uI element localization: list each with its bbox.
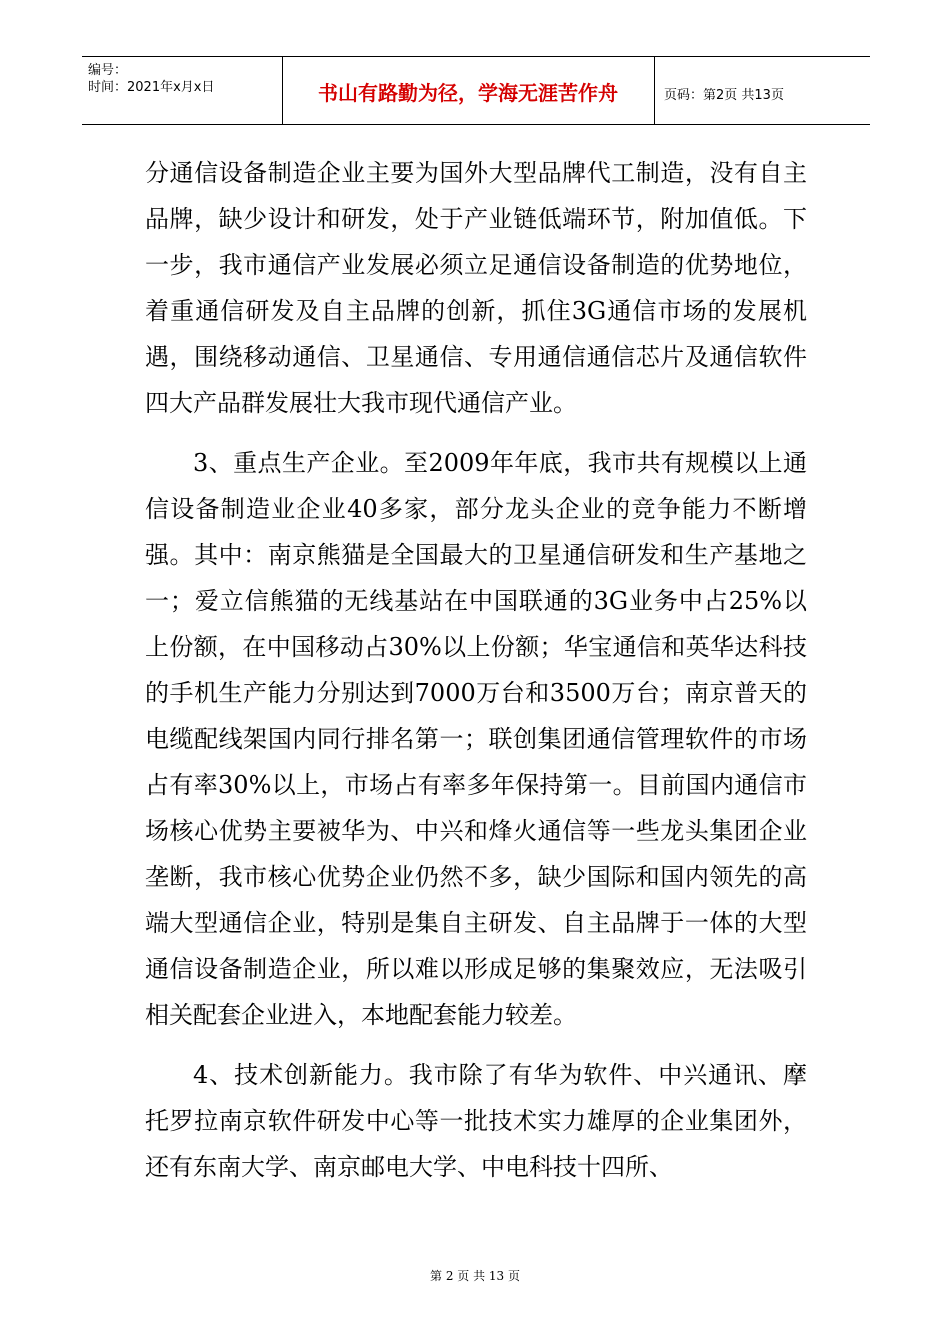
header-top-rule — [82, 56, 870, 57]
header-bottom-rule — [82, 124, 870, 125]
body-paragraph: 4、技术创新能力。我市除了有华为软件、中兴通讯、摩托罗拉南京软件研发中心等一批技术实力雄厚的企业集团外，还有东南大学、南京邮电大学、中电科技十四所、 — [145, 1061, 807, 1181]
page-header — [82, 56, 870, 126]
header-meta — [88, 62, 214, 96]
header-motto: 书山有路勤为径，学海无涯苦作舟 — [318, 81, 618, 105]
document-time-label: 时间：2021年x月x日 — [88, 80, 215, 95]
document-body — [145, 150, 807, 1204]
document-number-label: 编号： — [88, 63, 128, 78]
header-page-info: 页码：第2页 共13页 — [664, 88, 784, 103]
header-divider-right — [654, 56, 655, 125]
body-paragraph: 3、重点生产企业。至2009年年底，我市共有规模以上通信设备制造业企业40多家，部分龙头企业的竞争能力不断增强。其中：南京熊猫是全国最大的卫星通信研发和生产基地之一；爱立信熊猫的无线基站在中国联通的3G业务中占25%以上份额，在中国移动占30%以上份额；华宝通信和英华达科技的手机生产能力分别达到7000万台和3500万台；南京普天的电缆配线架国内同行排名第一；联创集团通信管理软件的市场占有率30%以上，市场占有率多年保持第一。目前国内通信市场核心优势主要被华为、中兴和烽火通信等一些龙头集团企业垄断，我市核心优势企业仍然不多，缺少国际和国内领先的高端大型通信企业，特别是集自主研发、自主品牌于一体的大型通信设备制造企业，所以难以形成足够的集聚效应，无法吸引相关配套企业进入，本地配套能力较差。 — [145, 449, 807, 1029]
page-footer: 第 2 页 共 13 页 — [430, 1269, 520, 1283]
body-paragraph: 分通信设备制造企业主要为国外大型品牌代工制造，没有自主品牌，缺少设计和研发，处于产业链低端环节，附加值低。下一步，我市通信产业发展必须立足通信设备制造的优势地位，着重通信研发及自主品牌的创新，抓住3G通信市场的发展机遇，围绕移动通信、卫星通信、专用通信通信芯片及通信软件四大产品群发展壮大我市现代通信产业。 — [145, 159, 807, 417]
